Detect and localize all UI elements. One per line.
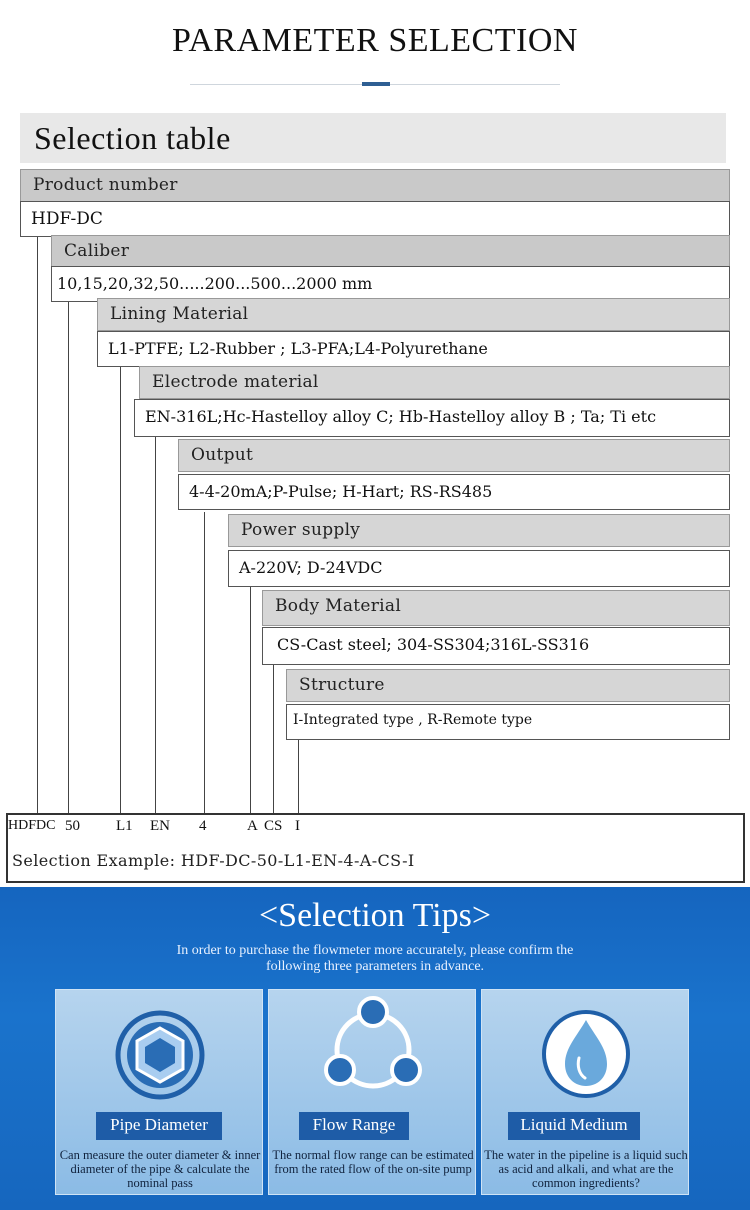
power-supply-value: A-220V; D-24VDC — [228, 550, 730, 587]
pipe-diameter-label: Pipe Diameter — [96, 1112, 222, 1140]
output-label: Output — [178, 439, 730, 472]
product-number-value: HDF-DC — [20, 201, 730, 237]
connector-line — [250, 587, 251, 813]
connector-line — [298, 740, 299, 813]
output-value: 4-4-20mA;P-Pulse; H-Hart; RS-RS485 — [178, 474, 730, 510]
liquid-medium-label: Liquid Medium — [508, 1112, 640, 1140]
connector-line — [273, 665, 274, 813]
selection-tips-section — [0, 887, 750, 1210]
selection-example-text: Selection Example: HDF-DC-50-L1-EN-4-A-CS-I — [12, 851, 415, 870]
tips-title: <Selection Tips> — [258, 897, 491, 934]
pipe-diameter-desc: Can measure the outer diameter & inner diameter of the pipe & calculate the nominal pass — [59, 1148, 261, 1190]
tips-subtitle-line: In order to purchase the flowmeter more accurately, please confirm the — [176, 943, 574, 958]
body-material-value: CS-Cast steel; 304-SS304;316L-SS316 — [262, 627, 730, 665]
code-product: HDFDC — [8, 818, 56, 833]
tip-card-pipe-diameter — [55, 989, 263, 1195]
lining-material-value: L1-PTFE; L2-Rubber ; L3-PFA;L4-Polyurethane — [97, 331, 730, 367]
liquid-medium-desc: The water in the pipeline is a liquid such as acid and alkali, and what are the common ingredients? — [484, 1148, 688, 1190]
connector-line — [68, 297, 69, 813]
code-electrode: EN — [150, 818, 170, 834]
code-lining: L1 — [116, 818, 133, 834]
tips-subtitle — [0, 943, 750, 975]
product-number-label: Product number — [20, 169, 730, 202]
connector-line — [120, 365, 121, 813]
connector-line — [37, 234, 38, 813]
structure-value: I-Integrated type , R-Remote type — [286, 704, 730, 740]
tip-card-liquid-medium — [481, 989, 689, 1195]
structure-label: Structure — [286, 669, 730, 702]
selection-table-heading: Selection table — [20, 113, 726, 163]
lining-material-label: Lining Material — [97, 298, 730, 331]
power-supply-label: Power supply — [228, 514, 730, 547]
electrode-material-value: EN-316L;Hc-Hastelloy alloy C; Hb-Hastelloy alloy B ; Ta; Ti etc — [134, 399, 730, 437]
body-material-label: Body Material — [262, 590, 730, 626]
code-caliber: 50 — [65, 818, 80, 834]
code-body: CS — [264, 818, 283, 834]
tip-card-flow-range — [268, 989, 476, 1195]
caliber-label: Caliber — [51, 235, 730, 268]
caliber-value: 10,15,20,32,50.....200...500...2000 mm — [51, 266, 730, 302]
hexagon-nut-icon — [115, 1010, 205, 1100]
code-structure: I — [295, 818, 300, 834]
water-drop-icon — [541, 1006, 631, 1102]
code-power: A — [247, 818, 258, 834]
flow-range-desc: The normal flow range can be estimated from the rated flow of the on-site pump — [272, 1148, 474, 1176]
page-title: PARAMETER SELECTION — [172, 22, 578, 59]
tips-subtitle-line: following three parameters in advance. — [265, 959, 485, 974]
connector-line — [155, 437, 156, 813]
cycle-nodes-icon — [318, 996, 428, 1096]
flow-range-label: Flow Range — [299, 1112, 409, 1140]
electrode-material-label: Electrode material — [139, 366, 730, 399]
code-output: 4 — [199, 818, 207, 834]
title-accent-bar — [362, 82, 390, 86]
connector-line — [204, 512, 205, 813]
